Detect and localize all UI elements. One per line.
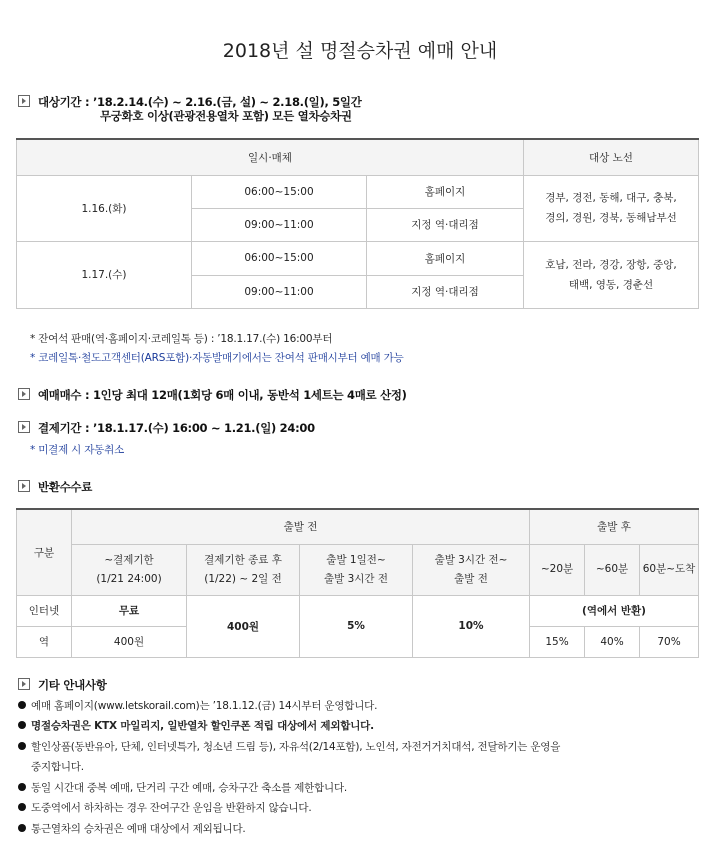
internet-free-cell: 무료 [72, 595, 187, 626]
bullet-icon [18, 701, 26, 709]
arrow-box-icon [18, 678, 30, 690]
media-cell: 홈페이지 [367, 241, 524, 275]
col-type: 구분 [17, 509, 72, 595]
bullet-icon [18, 742, 26, 750]
notice-item [18, 699, 377, 713]
notice-item-cont: 중지합니다. [31, 761, 84, 773]
arrow-box-icon [18, 388, 30, 400]
notice-text: 도중역에서 하차하는 경우 잔여구간 운임을 반환하지 않습니다. [31, 802, 312, 814]
time-cell: 06:00~15:00 [192, 175, 367, 208]
arrow-box-icon [18, 421, 30, 433]
col-text: ~결제기한 [104, 553, 154, 566]
bullet-icon [18, 721, 26, 729]
quantity-heading [18, 387, 407, 403]
header-route: 대상 노선 [524, 139, 699, 175]
col-text: 출발 3시간 전~ [434, 553, 508, 566]
col-1day [300, 544, 413, 595]
notice-item [18, 719, 374, 733]
note-remaining-seats: * 잔여석 판매(역·홈페이지·코레일톡 등) : ’18.1.17.(수) 16:00부터 [30, 333, 333, 345]
time-cell: 06:00~15:00 [192, 241, 367, 275]
after-20min-fee: 15% [530, 626, 585, 657]
row-internet: 인터넷 [17, 595, 72, 626]
notice-item [18, 781, 347, 795]
after-internet-cell: (역에서 반환) [530, 595, 699, 626]
notice-text: 통근열차의 승차권은 예매 대상에서 제외됩니다. [31, 823, 246, 835]
station-fee-cell: 400원 [72, 626, 187, 657]
day1-cell: 1.16.(화) [17, 175, 192, 241]
fee-after-deadline: 400원 [187, 595, 300, 657]
after-arrival-fee: 70% [640, 626, 699, 657]
notice-text: 동일 시간대 중복 예매, 단거리 구간 예매, 승차구간 축소를 제한합니다. [31, 782, 348, 794]
payment-heading [18, 420, 315, 436]
notice-item [18, 822, 246, 836]
other-heading [18, 677, 107, 693]
media-cell: 지정 역·대리점 [367, 208, 524, 241]
target-period-text: 대상기간 : ’18.2.14.(수) ~ 2.16.(금, 설) ~ 2.18.(일), 5일간 [38, 95, 362, 109]
route-text: 태백, 영동, 경춘선 [568, 278, 654, 291]
refund-table [16, 508, 699, 658]
col-after-deadline [187, 544, 300, 595]
arrow-box-icon [18, 480, 30, 492]
notice-item [18, 801, 311, 815]
notice-text: 할인상품(동반유아, 단체, 인터넷특가, 청소년 드림 등), 자유석(2/14포함), 노인석, 자전거거치대석, 전달하기는 운영을 [31, 741, 561, 753]
col-text: 출발 1일전~ [326, 553, 386, 566]
route-text: 경부, 경전, 동해, 대구, 충북, [545, 192, 677, 204]
time-cell: 09:00~11:00 [192, 208, 367, 241]
col-3hours [413, 544, 530, 595]
page-title: 2018년 설 명절승차권 예매 안내 [222, 40, 498, 62]
route-text: 경의, 경원, 경북, 동해남부선 [545, 212, 677, 224]
col-20min: ~20분 [530, 544, 585, 595]
fee-3hours: 10% [413, 595, 530, 657]
refund-title: 반환수수료 [38, 480, 93, 494]
fee-1day: 5% [300, 595, 413, 657]
route-text: 호남, 전라, 경강, 장항, 중앙, [545, 258, 677, 271]
after-departure-header: 출발 후 [530, 509, 699, 544]
after-60min-fee: 40% [585, 626, 640, 657]
col-arrival: 60분~도착 [640, 544, 699, 595]
payment-text: 결제기간 : ’18.1.17.(수) 16:00 ~ 1.21.(일) 24:00 [38, 421, 315, 435]
schedule-table [16, 138, 699, 309]
media-cell: 홈페이지 [367, 175, 524, 208]
header-datetime: 일시·매체 [17, 139, 524, 175]
col-text: 결제기한 종료 후 [204, 553, 282, 566]
route1-cell [524, 175, 699, 241]
day2-cell: 1.17.(수) [17, 241, 192, 308]
row-station: 역 [17, 626, 72, 657]
media-cell: 지정 역·대리점 [367, 275, 524, 308]
notice-text: 명절승차권은 KTX 마일리지, 일반열차 할인쿠폰 적립 대상에서 제외합니다. [31, 720, 374, 732]
refund-heading [18, 479, 92, 495]
other-title: 기타 안내사항 [38, 678, 107, 692]
col-60min: ~60분 [585, 544, 640, 595]
route2-cell [524, 241, 699, 308]
col-text: (1/22) ~ 2일 전 [204, 572, 282, 585]
note-korail-talk: * 코레일톡·철도고객센터(ARS포함)·자동발매기에서는 잔여석 판매시부터 예매 가능 [30, 352, 404, 364]
before-departure-header: 출발 전 [72, 509, 530, 544]
bullet-icon [18, 783, 26, 791]
col-text: 출발 전 [454, 572, 488, 585]
notice-item [18, 740, 560, 754]
target-trains-text: 무궁화호 이상(관광전용열차 포함) 모든 열차승차권 [100, 109, 352, 123]
col-text: (1/21 24:00) [96, 572, 162, 585]
time-cell: 09:00~11:00 [192, 275, 367, 308]
notice-text: 예매 홈페이지(www.letskorail.com)는 ’18.1.12.(금) 14시부터 운영합니다. [31, 700, 378, 712]
bullet-icon [18, 824, 26, 832]
col-text: 출발 3시간 전 [323, 572, 389, 585]
arrow-box-icon [18, 95, 30, 107]
payment-note: * 미결제 시 자동취소 [30, 444, 125, 456]
bullet-icon [18, 803, 26, 811]
quantity-text: 예매매수 : 1인당 최대 12매(1회당 6매 이내, 동반석 1세트는 4매로 산정) [38, 388, 407, 402]
col-deadline [72, 544, 187, 595]
